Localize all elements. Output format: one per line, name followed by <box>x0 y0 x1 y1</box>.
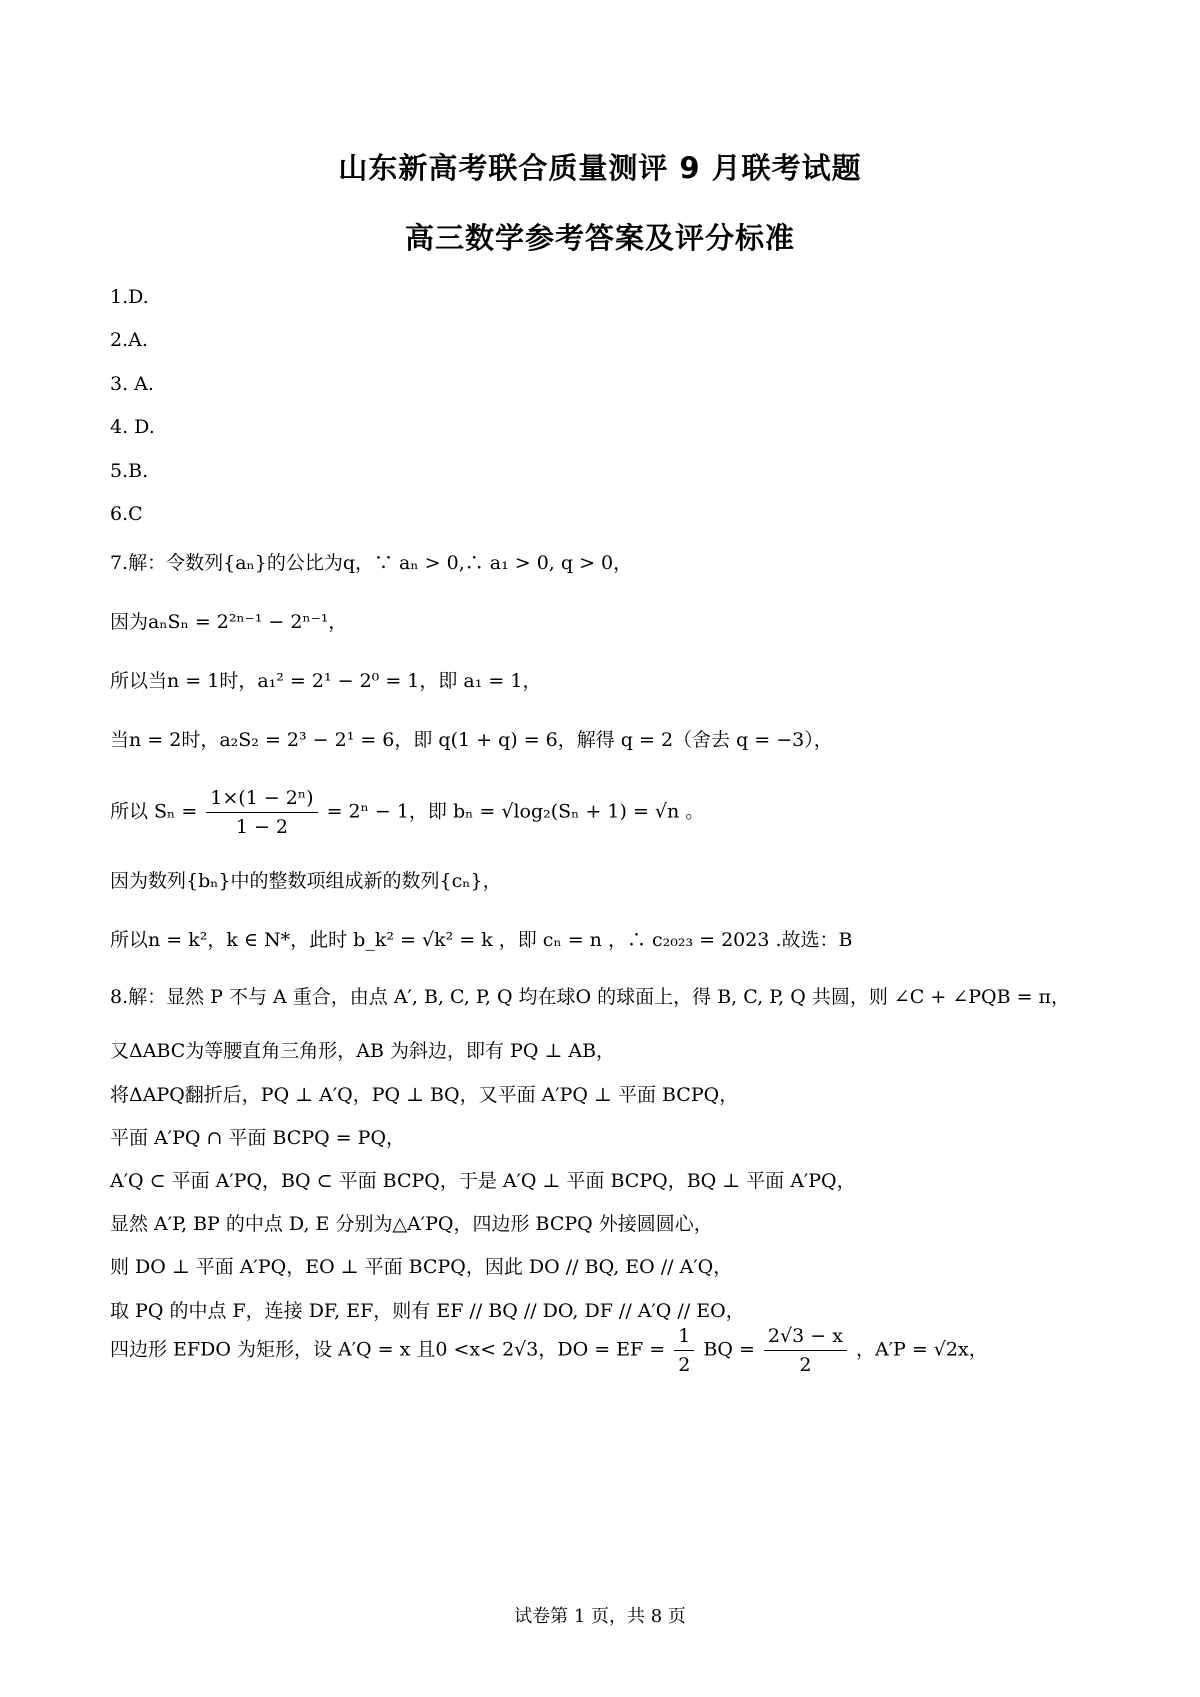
q7-line-6: 因为数列{bₙ}中的整数项组成新的数列{cₙ}， <box>110 870 502 892</box>
page-title: 山东新高考联合质量测评 9 月联考试题 <box>338 151 862 185</box>
fraction <box>206 784 317 841</box>
q8-line-9-pre: 四边形 EFDO 为矩形，设 A′Q = x 且0 <x< 2√3，DO = EF = <box>110 1338 666 1361</box>
answer-3: 3. A. <box>110 373 154 395</box>
q8-line-2: 又ΔABC为等腰直角三角形，AB 为斜边，即有 PQ ⊥ AB， <box>110 1040 616 1062</box>
q7-line-4: 当n = 2时，a₂S₂ = 2³ − 2¹ = 6，即 q(1 + q) = 6，解得 q = 2（舍去 q = −3）， <box>110 729 833 751</box>
q7-line-7: 所以n = k²，k ∈ N*，此时 b_k² = √k² = k ，即 cₙ = n ，∴ c₂₀₂₃ = 2023 .故选：B <box>110 929 853 951</box>
fraction <box>674 1322 694 1379</box>
answer-6: 6.C <box>110 503 143 525</box>
answer-4: 4. D. <box>110 416 155 438</box>
q8-line-8: 取 PQ 的中点 F，连接 DF, EF，则有 EF // BQ // DO, DF // A′Q // EO， <box>110 1300 745 1322</box>
q7-line-3: 所以当n = 1时，a₁² = 2¹ − 2⁰ = 1，即 a₁ = 1， <box>110 670 542 692</box>
fraction-denominator: 1 − 2 <box>235 816 288 838</box>
fraction-denominator: 2 <box>799 1354 812 1376</box>
fraction-numerator: 1 <box>674 1322 694 1351</box>
q7-line-5-post: = 2ⁿ − 1，即 bₙ = √log₂(Sₙ + 1) = √n 。 <box>326 800 705 823</box>
q8-line-6: 显然 A′P, BP 的中点 D, E 分别为△A′PQ，四边形 BCPQ 外接圆圆心， <box>110 1213 713 1235</box>
q7-line-2: 因为aₙSₙ = 2²ⁿ⁻¹ − 2ⁿ⁻¹， <box>110 611 348 633</box>
page-subtitle: 高三数学参考答案及评分标准 <box>404 221 795 255</box>
q8-line-7: 则 DO ⊥ 平面 A′PQ，EO ⊥ 平面 BCPQ，因此 DO // BQ, EO // A′Q， <box>110 1256 733 1278</box>
q8-line-9-post: ，A′P = √2x， <box>855 1338 988 1361</box>
q8-line-4: 平面 A′PQ ∩ 平面 BCPQ = PQ， <box>110 1127 406 1149</box>
fraction-numerator: 2√3 − x <box>764 1322 847 1351</box>
answer-2: 2.A. <box>110 329 148 351</box>
q7-line-5 <box>110 784 704 841</box>
q8-line-5: A′Q ⊂ 平面 A′PQ，BQ ⊂ 平面 BCPQ，于是 A′Q ⊥ 平面 BCPQ，BQ ⊥ 平面 A′PQ， <box>110 1170 856 1192</box>
fraction-denominator: 2 <box>678 1354 691 1376</box>
fraction-numerator: 1×(1 − 2ⁿ) <box>206 784 317 813</box>
q8-line-1: 8.解：显然 P 不与 A 重合，由点 A′, B, C, P, Q 均在球O 的球面上，得 B, C, P, Q 共圆，则 ∠C + ∠PQB = π， <box>110 986 1071 1008</box>
q8-line-9-mid: BQ = <box>703 1338 755 1361</box>
answer-1: 1.D. <box>110 286 149 308</box>
q8-line-3: 将ΔAPQ翻折后，PQ ⊥ A′Q，PQ ⊥ BQ，又平面 A′PQ ⊥ 平面 BCPQ， <box>110 1084 739 1106</box>
page-footer: 试卷第 1 页，共 8 页 <box>514 1606 686 1627</box>
fraction <box>764 1322 847 1379</box>
q7-line-5-pre: 所以 Sₙ = <box>110 800 198 823</box>
q7-line-1: 7.解：令数列{aₙ}的公比为q，∵ aₙ > 0,∴ a₁ > 0, q > 0， <box>110 552 633 574</box>
answer-5: 5.B. <box>110 460 149 482</box>
q8-line-9 <box>110 1322 988 1379</box>
